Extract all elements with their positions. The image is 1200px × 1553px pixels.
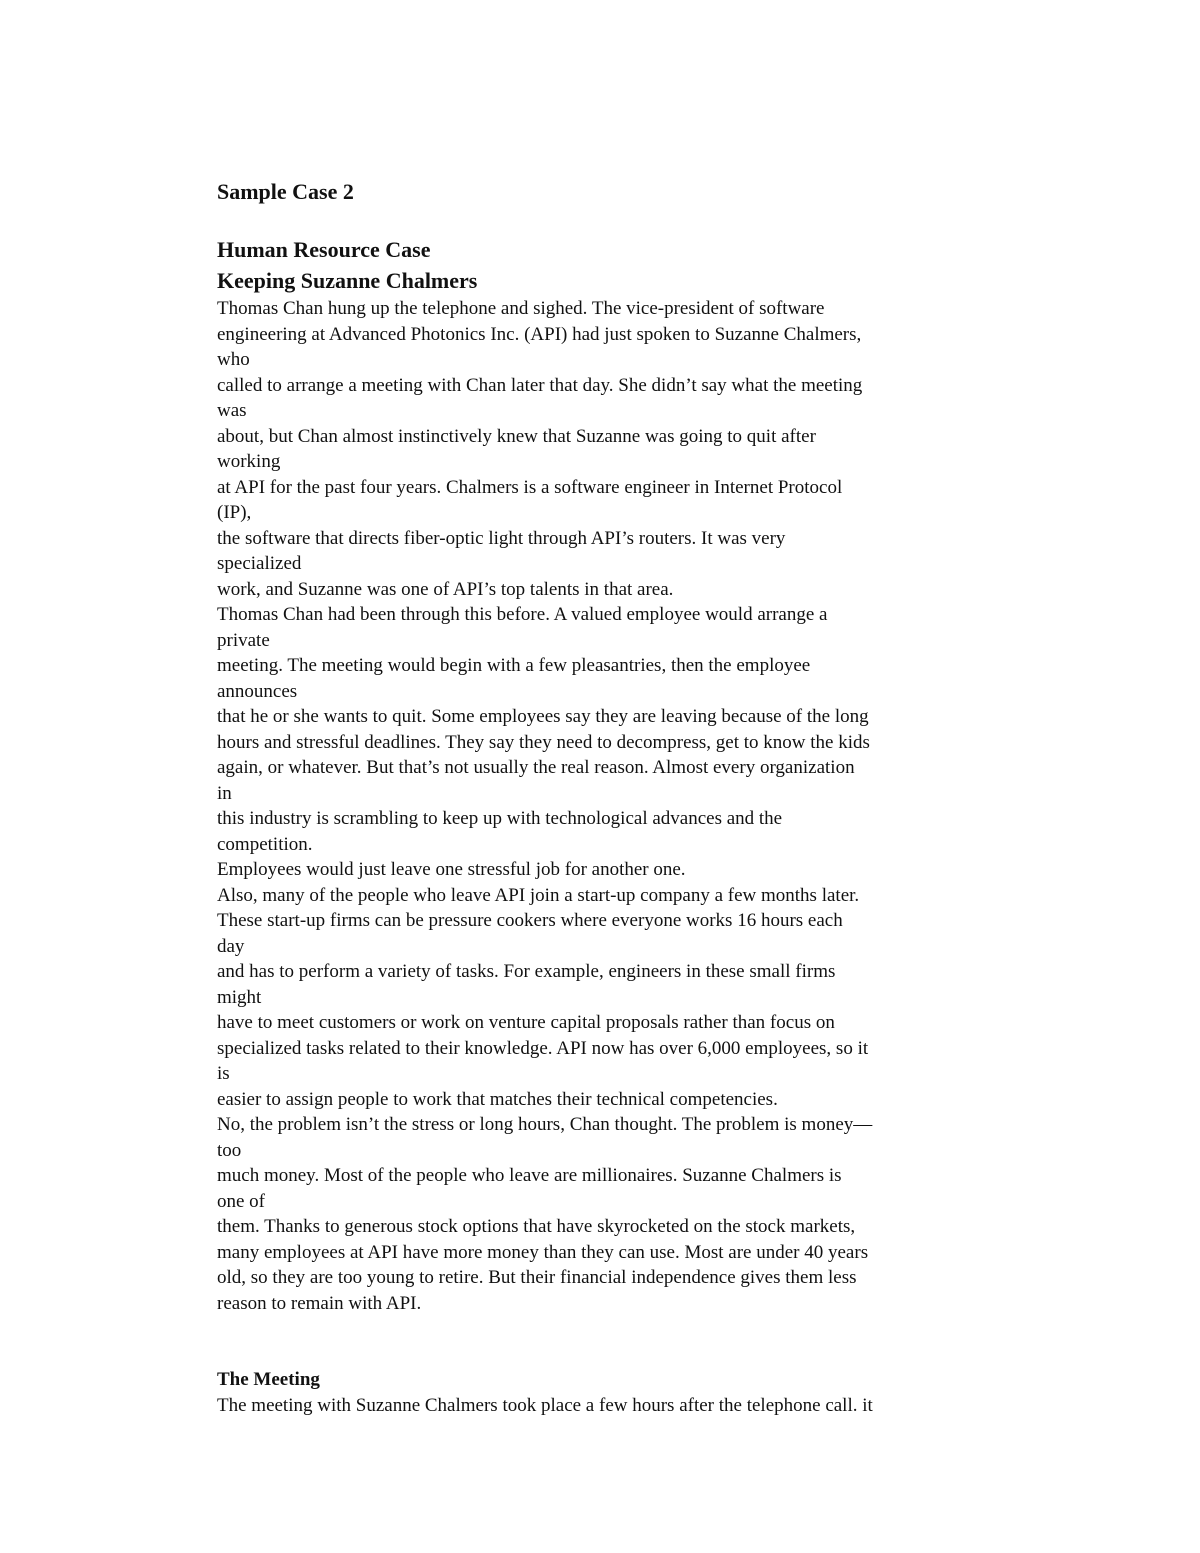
text-line: reason to remain with API. [217, 1292, 422, 1314]
text-line: competition. [217, 833, 313, 855]
text-line: Thomas Chan had been through this before. A valued employee would arrange a [217, 604, 828, 625]
section-gap [217, 1316, 992, 1367]
text-line: hours and stressful deadlines. They say they need to decompress, get to know the kids [217, 731, 870, 753]
case-title-heading: Keeping Suzanne Chalmers [217, 268, 478, 293]
text-line: too [217, 1139, 242, 1161]
text-line: specialized [217, 553, 302, 574]
text-line: called to arrange a meeting with Chan later that day. She didn’t say what the meeting [217, 374, 863, 396]
text-line: who [217, 349, 250, 370]
text-line: old, so they are too young to retire. But their financial independence gives them less [217, 1267, 857, 1288]
text-line: was [217, 400, 247, 421]
body-text [217, 296, 992, 1316]
text-line: many employees at API have more money than they can use. Most are under 40 years [217, 1241, 869, 1263]
text-line: Employees would just leave one stressful job for another one. [217, 859, 686, 880]
document-page [217, 176, 992, 1418]
text-line: Also, many of the people who leave API join a start-up company a few months later. [217, 884, 860, 906]
text-line: Thomas Chan hung up the telephone and sighed. The vice-president of software [217, 298, 825, 319]
text-line: day [217, 935, 245, 957]
text-line: them. Thanks to generous stock options that have skyrocketed on the stock markets, [217, 1216, 856, 1237]
text-line: The meeting with Suzanne Chalmers took place a few hours after the telephone call. it [217, 1394, 873, 1416]
section-heading: The Meeting [217, 1369, 320, 1390]
text-line: that he or she wants to quit. Some employees say they are leaving because of the long [217, 706, 869, 727]
text-line: and has to perform a variety of tasks. For example, engineers in these small firms [217, 961, 836, 982]
text-line: These start-up firms can be pressure cookers where everyone works 16 hours each [217, 910, 843, 931]
text-line: at API for the past four years. Chalmers is a software engineer in Internet Protocol [217, 476, 843, 498]
case-type-heading: Human Resource Case [217, 237, 431, 262]
text-line: is [217, 1063, 230, 1084]
text-line: No, the problem isn’t the stress or long hours, Chan thought. The problem is money— [217, 1114, 873, 1135]
text-line: private [217, 629, 270, 651]
text-line: work, and Suzanne was one of API’s top talents in that area. [217, 578, 674, 600]
text-line: meeting. The meeting would begin with a few pleasantries, then the employee [217, 655, 811, 676]
text-line: much money. Most of the people who leave are millionaires. Suzanne Chalmers is [217, 1165, 842, 1186]
text-line: might [217, 986, 262, 1008]
text-line: have to meet customers or work on venture capital proposals rather than focus on [217, 1012, 835, 1033]
text-line: about, but Chan almost instinctively knew that Suzanne was going to quit after [217, 425, 816, 447]
text-line: working [217, 451, 281, 472]
text-line: announces [217, 680, 298, 702]
text-line: this industry is scrambling to keep up with technological advances and the [217, 808, 783, 829]
text-line: specialized tasks related to their knowledge. API now has over 6,000 employees, so it [217, 1037, 869, 1059]
section-text [217, 1393, 992, 1419]
text-line: engineering at Advanced Photonics Inc. (API) had just spoken to Suzanne Chalmers, [217, 323, 862, 345]
document-title: Sample Case 2 [217, 179, 354, 204]
text-line: easier to assign people to work that matches their technical competencies. [217, 1088, 778, 1110]
text-line: in [217, 782, 232, 804]
text-line: (IP), [217, 502, 252, 523]
text-line: again, or whatever. But that’s not usually the real reason. Almost every organization [217, 757, 855, 778]
text-line: the software that directs fiber-optic light through API’s routers. It was very [217, 527, 786, 549]
text-line: one of [217, 1190, 266, 1212]
